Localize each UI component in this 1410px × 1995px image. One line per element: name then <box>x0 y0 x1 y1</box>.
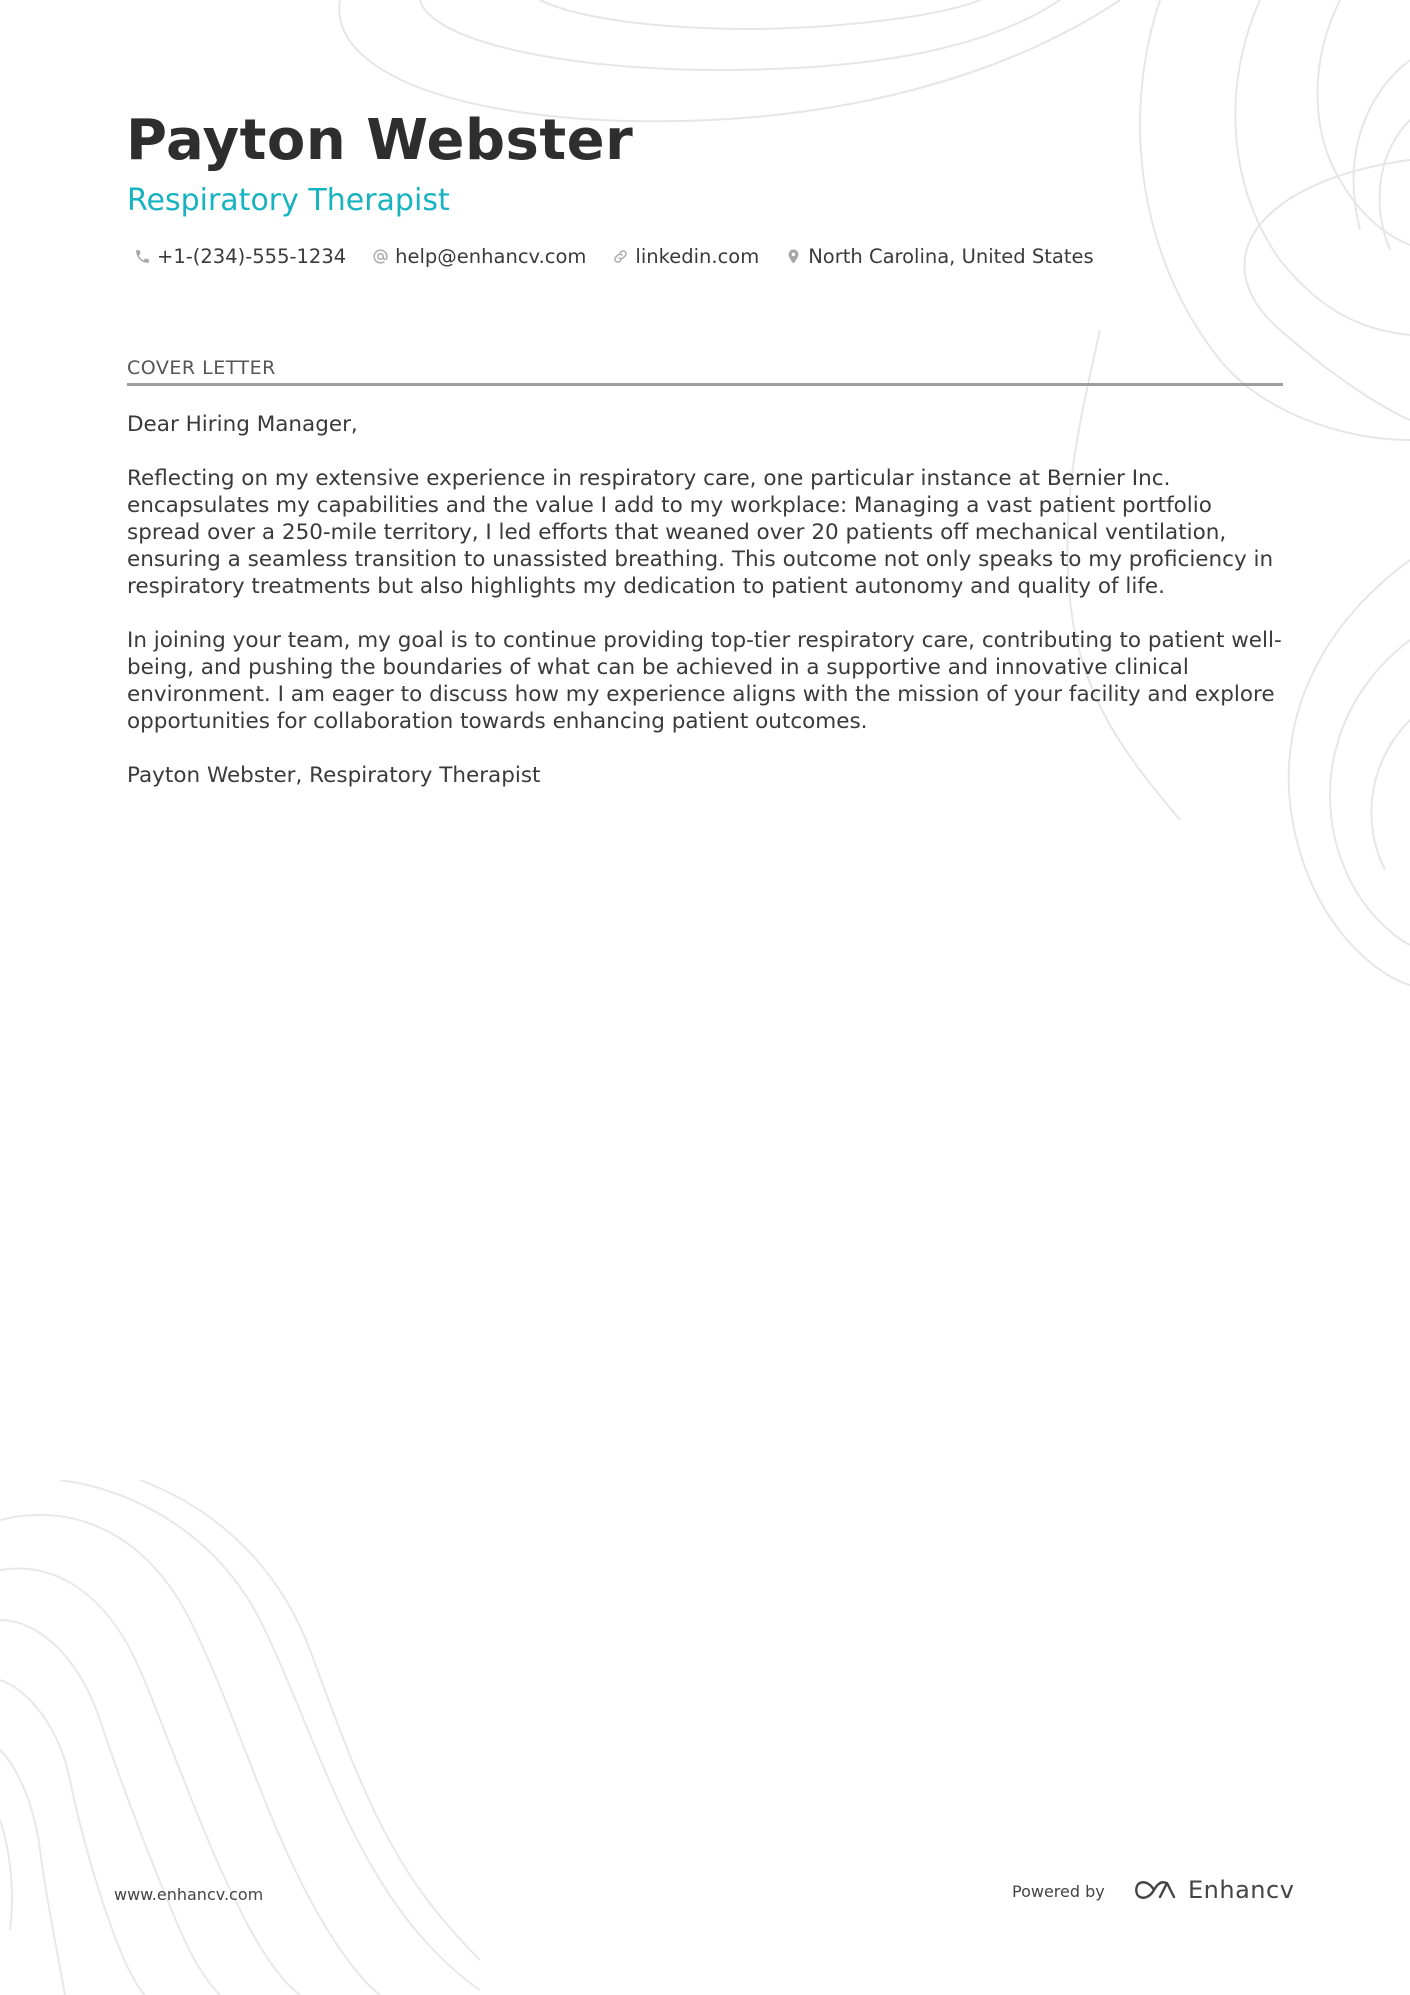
link-icon <box>612 248 629 265</box>
letter-signature: Payton Webster, Respiratory Therapist <box>127 763 541 788</box>
location-pin-icon <box>785 248 802 265</box>
section-divider <box>127 383 1283 386</box>
contact-email[interactable] <box>372 245 586 268</box>
letter-paragraph: Reflecting on my extensive experience in respiratory care, one particular instance at Bernier Inc. encapsulates my capabilities and the value I add to my workplace: Managing a vast patient portfolio spread over a 250-mile territory, I led efforts that weaned over 20 patients off mechanical ventilation, ensuring a seamless transition to unassisted breathing. This outcome not only speaks to my proficiency in respiratory treatments but also highlights my dedication to patient autonomy and quality of life. <box>127 466 1274 599</box>
letter-body <box>127 411 1287 816</box>
at-icon <box>372 248 389 265</box>
contact-linkedin-text: linkedin.com <box>635 245 760 268</box>
contact-bar <box>134 245 1120 268</box>
contact-email-text: help@enhancv.com <box>395 245 587 268</box>
letter-greeting: Dear Hiring Manager, <box>127 412 358 437</box>
footer-website-link[interactable]: www.enhancv.com <box>114 1885 264 1904</box>
contact-location-text: North Carolina, United States <box>808 245 1094 268</box>
section-title-cover-letter: COVER LETTER <box>127 357 276 379</box>
contact-linkedin[interactable] <box>612 245 759 268</box>
brand-name: Enhancv <box>1188 1876 1295 1904</box>
candidate-title: Respiratory Therapist <box>127 183 450 218</box>
phone-icon <box>134 248 151 265</box>
contact-phone-text: +1-(234)-555-1234 <box>157 245 347 268</box>
candidate-name: Payton Webster <box>126 108 634 173</box>
brand-logo[interactable] <box>1132 1876 1294 1904</box>
powered-by-label: Powered by <box>1012 1882 1105 1901</box>
enhancv-logo-icon <box>1132 1877 1178 1903</box>
contact-phone[interactable] <box>134 245 346 268</box>
letter-paragraph: In joining your team, my goal is to continue providing top-tier respiratory care, contributing to patient well-being, and pushing the boundaries of what can be achieved in a supportive and innovative clinical environment. I am eager to discuss how my experience aligns with the mission of your facility and explore opportunities for collaboration towards enhancing patient outcomes. <box>127 628 1282 734</box>
contact-location <box>785 245 1093 268</box>
